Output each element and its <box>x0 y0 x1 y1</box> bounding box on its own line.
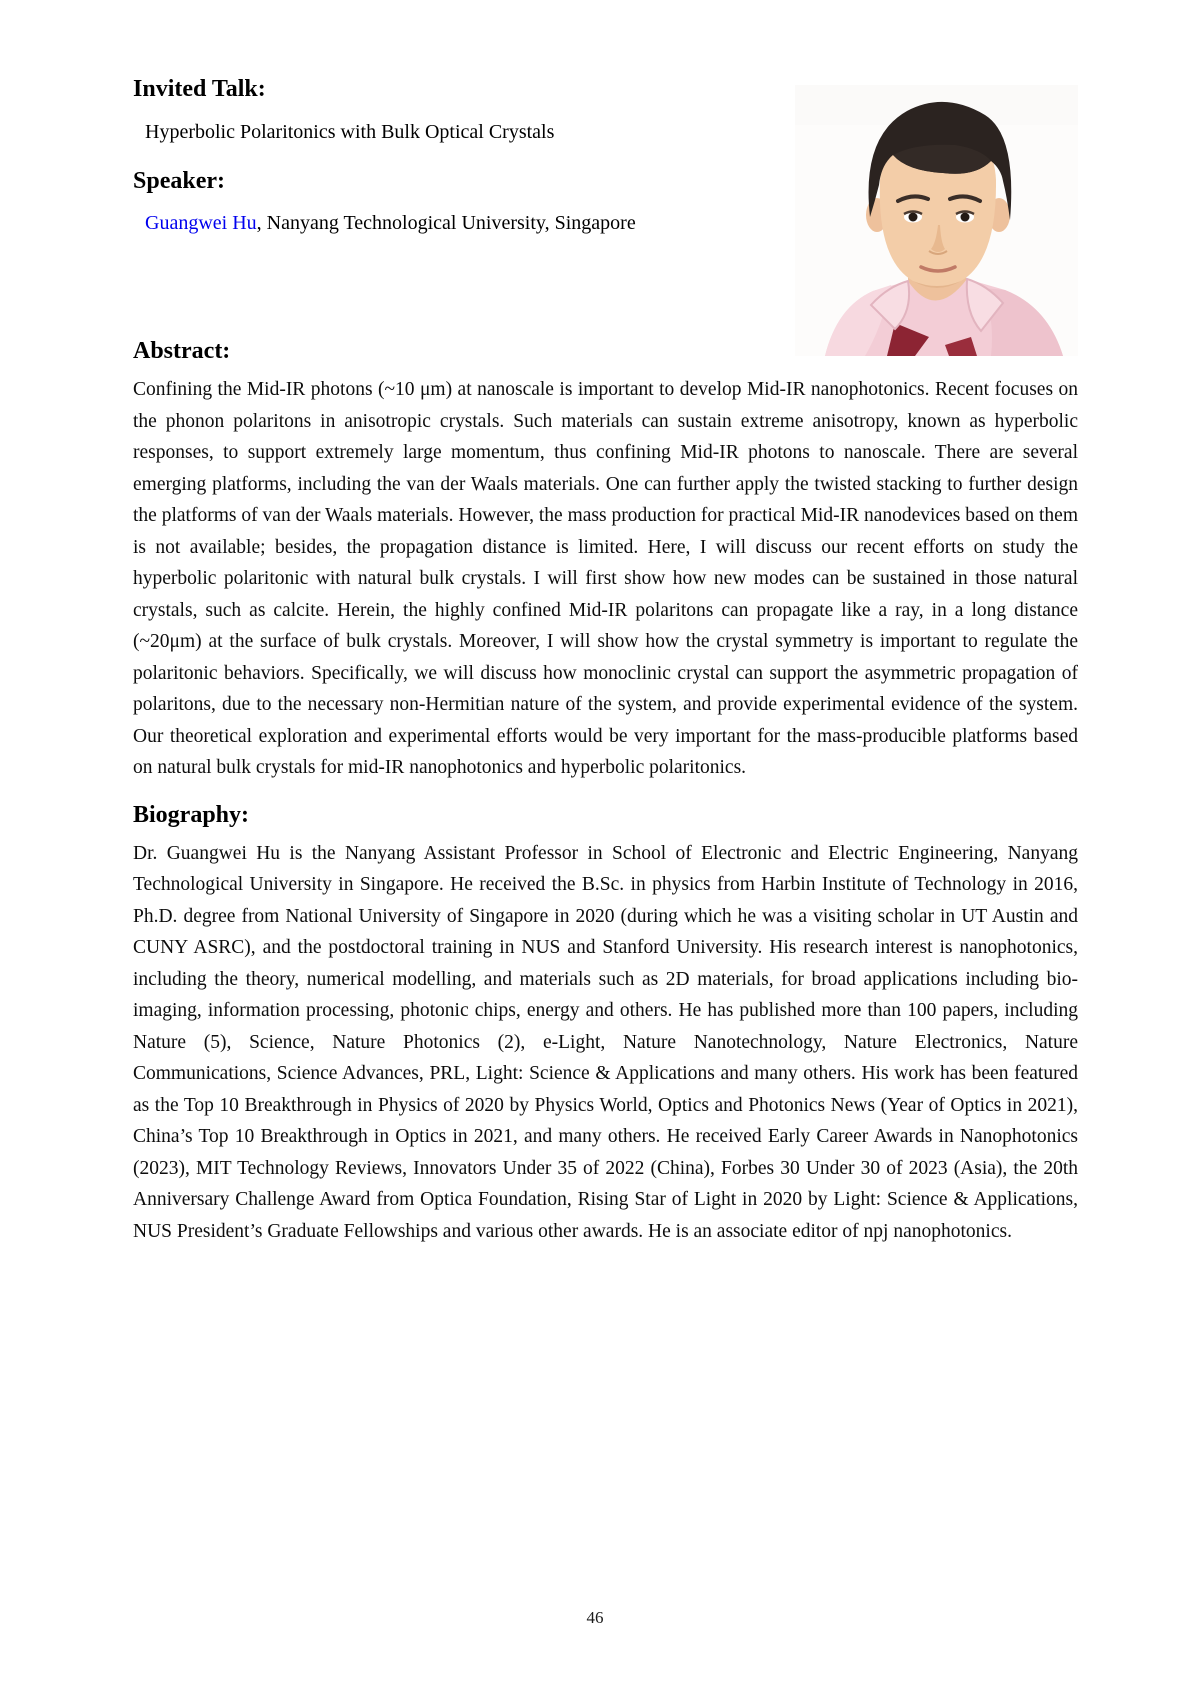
speaker-photo <box>795 85 1078 356</box>
abstract-heading: Abstract: <box>133 338 231 364</box>
page-number: 46 <box>586 1608 604 1627</box>
speaker-heading: Speaker: <box>133 168 225 194</box>
abstract-paragraph: Confining the Mid-IR photons (~10 μm) at nanoscale is important to develop Mid-IR nanophotonics. Recent focuses on the phonon polaritons in anisotropic crystals. Such materials can sustain extreme anisotropy, known as hyperbolic responses, to support extremely large momentum, thus confining Mid-IR photons to nanoscale. There are several emerging platforms, including the van der Waals materials. One can further apply the twisted stacking to further design the platforms of van der Waals materials. However, the mass production for practical Mid-IR nanodevices based on them is not available; besides, the propagation distance is limited. Here, I will discuss our recent efforts on study the hyperbolic polaritonic with natural bulk crystals. I will first show how new modes can be sustained in those natural crystals, such as calcite. Herein, the highly confined Mid-IR polaritons can propagate like a ray, in a long distance (~20μm) at the surface of bulk crystals. Moreover, I will show how the crystal symmetry is important to regulate the polaritonic behaviors. Specifically, we will discuss how monoclinic crystal can support the asymmetric propagation of polaritons, due to the necessary non-Hermitian nature of the system, and provide experimental evidence of the system. Our theoretical exploration and experimental efforts would be very important for the mass-producible platforms based on natural bulk crystals for mid-IR nanophotonics and hyperbolic polaritonics. <box>133 379 1078 778</box>
invited-talk-heading: Invited Talk: <box>133 76 266 102</box>
speaker-affiliation: , Nanyang Technological University, Singapore <box>256 212 636 234</box>
biography-heading: Biography: <box>133 801 250 828</box>
talk-title: Hyperbolic Polaritonics with Bulk Optical Crystals <box>145 121 555 143</box>
biography-paragraph: Dr. Guangwei Hu is the Nanyang Assistant Professor in School of Electronic and Electric Engineering, Nanyang Technological University in Singapore. He received the B.Sc. in physics from Harbin Institute of Technology in 2016, Ph.D. degree from National University of Singapore in 2020 (during which he was a visiting scholar in UT Austin and CUNY ASRC), and the postdoctoral training in NUS and Stanford University. His research interest is nanophotonics, including the theory, numerical modelling, and materials such as 2D materials, for broad applications including bio-imaging, information processing, photonic chips, energy and others. He has published more than 100 papers, including Nature (5), Science, Nature Photonics (2), e-Light, Nature Nanotechnology, Nature Electronics, Nature Communications, Science Advances, PRL, Light: Science & Applications and many others. His work has been featured as the Top 10 Breakthrough in Physics of 2020 by Physics World, Optics and Photonics News (Year of Optics in 2021), China’s Top 10 Breakthrough in Optics in 2021, and many others. He received Early Career Awards in Nanophotonics (2023), MIT Technology Reviews, Innovators Under 35 of 2022 (China), Forbes 30 Under 30 of 2023 (Asia), the 20th Anniversary Challenge Award from Optica Foundation, Rising Star of Light in 2020 by Light: Science & Applications, NUS President’s Graduate Fellowships and various other awards. He is an associate editor of npj nanophotonics. <box>133 842 1078 1242</box>
speaker-name-link[interactable]: Guangwei Hu <box>145 212 257 234</box>
